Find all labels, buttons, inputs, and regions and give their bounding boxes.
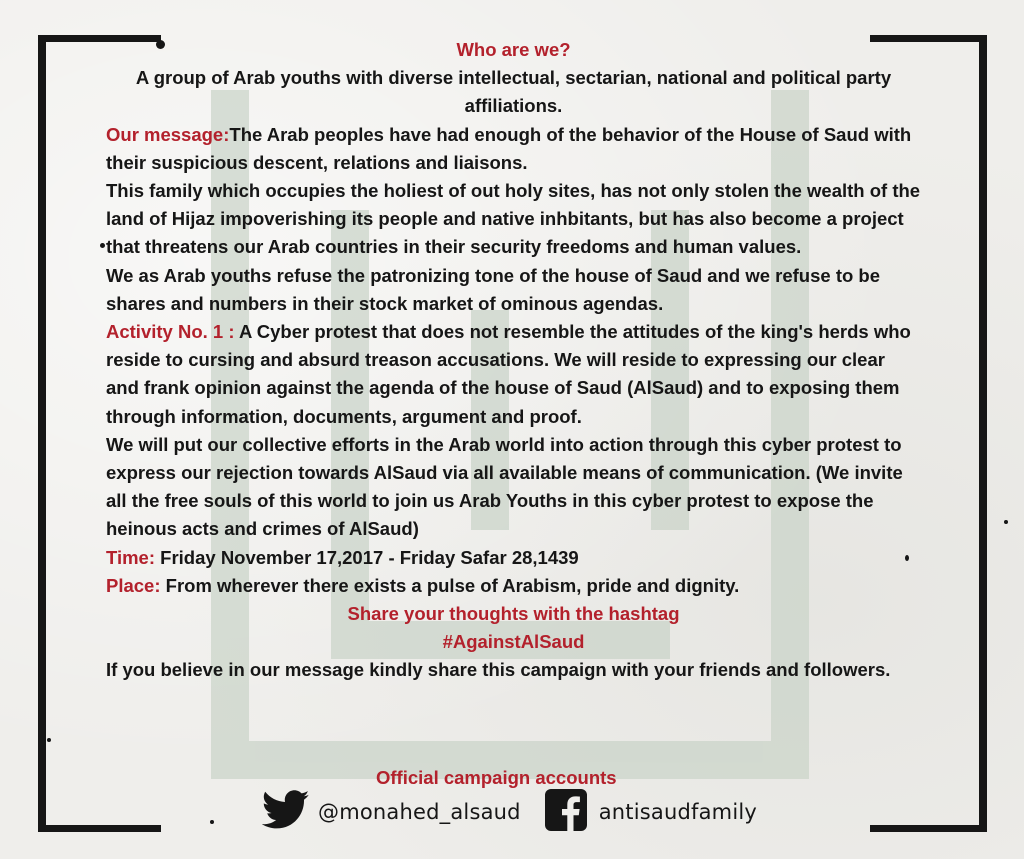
- official-accounts: [262, 785, 782, 839]
- closing-text: If you believe in our message kindly share this campaign with your friends and followers.: [106, 659, 891, 681]
- place-text: From wherever there exists a pulse of Arabism, pride and dignity.: [165, 574, 740, 596]
- closing-paragraph: [106, 656, 921, 684]
- ink-speck: [100, 243, 105, 248]
- page-title: Who are we?: [456, 39, 571, 60]
- hashtag: #AgainstAlSaud: [442, 631, 585, 653]
- time-label: Time:: [106, 546, 156, 568]
- twitter-handle[interactable]: @monahed_alsaud: [318, 800, 521, 824]
- place-line: [106, 572, 921, 600]
- ink-speck: [47, 738, 51, 742]
- accounts-heading: Official campaign accounts: [376, 767, 617, 788]
- intro-text: A group of Arab youths with diverse intellectual, sectarian, national and political party affiliations.: [135, 67, 892, 117]
- activity-paragraph: [106, 318, 921, 431]
- ink-speck: [210, 820, 214, 824]
- twitter-bird-icon: [262, 789, 310, 836]
- campaign-text: [106, 36, 921, 685]
- facebook-page-name[interactable]: antisaudfamily: [598, 800, 758, 824]
- activity-label: Activity No. 1 :: [106, 321, 235, 343]
- message-paragraph: [106, 121, 921, 177]
- place-label: Place:: [106, 574, 161, 596]
- message-label: Our message:: [106, 123, 230, 145]
- message-text: The Arab peoples have had enough of the behavior of the House of Saud with their suspicious descent, relations and liaisons.: [106, 123, 912, 173]
- activity-text: A Cyber protest that does not resemble the attitudes of the king's herds who reside to cursing and absurd treason accusations. We will reside to expressing our clear and frank opinion against the agenda of the house of Saud (AlSaud) and to exposing them through information, documents, argument and proof.: [106, 321, 911, 427]
- time-text: Friday November 17,2017 - Friday Safar 28,1439: [160, 546, 579, 568]
- collective-paragraph: We will put our collective efforts in the Arab world into action through this cyber protest to express our rejection towards AlSaud via all available means of communication. (We invite all the free souls of this world to join us Arab Youths in this cyber protest to expose the heinous acts and crimes of AlSaud): [106, 433, 903, 540]
- facebook-icon: [545, 789, 587, 836]
- family-paragraph: This family which occupies the holiest of out holy sites, has not only stolen the wealth of the land of Hijaz impoverishing its people and native inhbitants, but has also become a project that threatens our Arab countries in their security freedoms and human values.: [106, 180, 921, 258]
- share-line: Share your thoughts with the hashtag: [347, 603, 680, 625]
- youths-paragraph: We as Arab youths refuse the patronizing tone of the house of Saud and we refuse to be shares and numbers in their stock market of ominous agendas.: [106, 264, 881, 314]
- ink-speck: [1004, 520, 1008, 524]
- time-line: [106, 544, 921, 572]
